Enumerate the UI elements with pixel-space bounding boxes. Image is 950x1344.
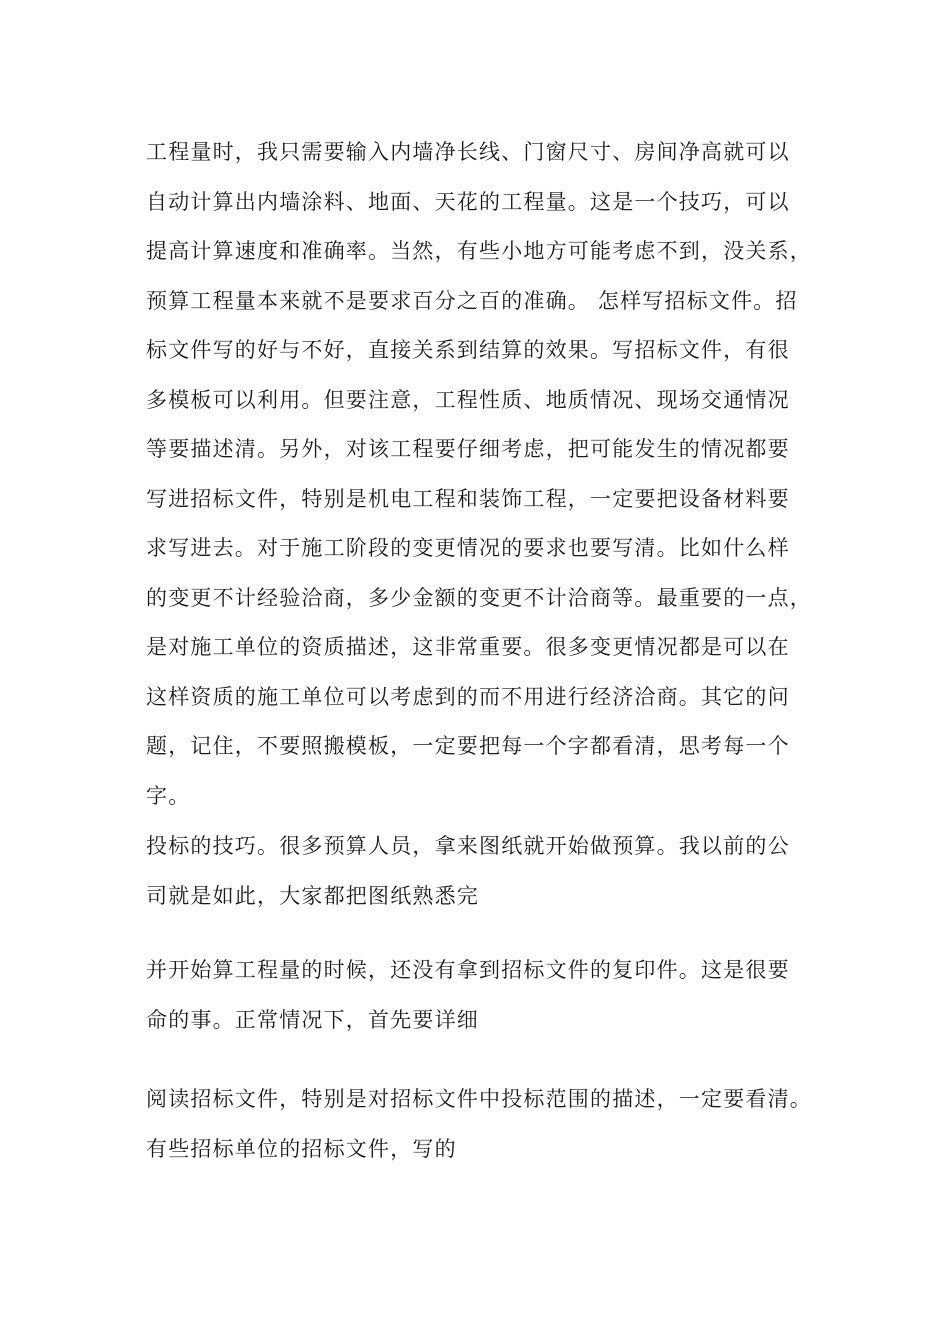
text-line: 工程量时，我只需要输入内墙净长线、门窗尺寸、房间净高就可以 — [146, 140, 790, 164]
text-line: 这样资质的施工单位可以考虑到的而不用进行经济洽商。其它的问 — [146, 684, 790, 709]
text-line: 投标的技巧。很多预算人员，拿来图纸就开始做预算。我以前的公 — [146, 834, 790, 858]
text-line: 预算工程量本来就不是要求百分之百的准确。 怎样写招标文件。招 — [146, 288, 798, 313]
text-line: 字。 — [146, 783, 191, 808]
text-line: 等要描述清。另外，对该工程要仔细考虑，把可能发生的情况都要 — [146, 437, 790, 461]
text-line: 有些招标单位的招标文件，写的 — [146, 1136, 457, 1161]
text-line: 多模板可以利用。但要注意，工程性质、地质情况、现场交通情况 — [146, 387, 790, 412]
text-line: 写进招标文件，特别是机电工程和装饰工程，一定要把设备材料要 — [146, 486, 790, 511]
text-line: 并开始算工程量的时候，还没有拿到招标文件的复印件。这是很要 — [146, 958, 790, 982]
text-line: 自动计算出内墙涂料、地面、天花的工程量。这是一个技巧，可以 — [146, 189, 790, 214]
text-line: 提高计算速度和准确率。当然，有些小地方可能考虑不到，没关系， — [146, 239, 812, 263]
text-line: 的变更不计经验洽商，多少金额的变更不计洽商等。最重要的一点， — [146, 585, 812, 610]
paragraph-3 — [146, 946, 836, 1045]
text-line: 阅读招标文件，特别是对招标文件中投标范围的描述，一定要看清。 — [146, 1087, 812, 1111]
text-line: 司就是如此，大家都把图纸熟悉完 — [146, 883, 479, 908]
paragraph-1 — [146, 128, 836, 821]
paragraph-2 — [146, 822, 836, 921]
paragraph-4 — [146, 1075, 836, 1174]
text-line: 题，记住，不要照搬模板，一定要把每一个字都看清，思考每一个 — [146, 734, 790, 758]
text-line: 是对施工单位的资质描述，这非常重要。很多变更情况都是可以在 — [146, 635, 790, 659]
text-line: 标文件写的好与不好，直接关系到结算的效果。写招标文件，有很 — [146, 338, 790, 362]
text-line: 命的事。正常情况下，首先要详细 — [146, 1007, 479, 1032]
text-line: 求写进去。对于施工阶段的变更情况的要求也要写清。比如什么样 — [146, 536, 790, 560]
